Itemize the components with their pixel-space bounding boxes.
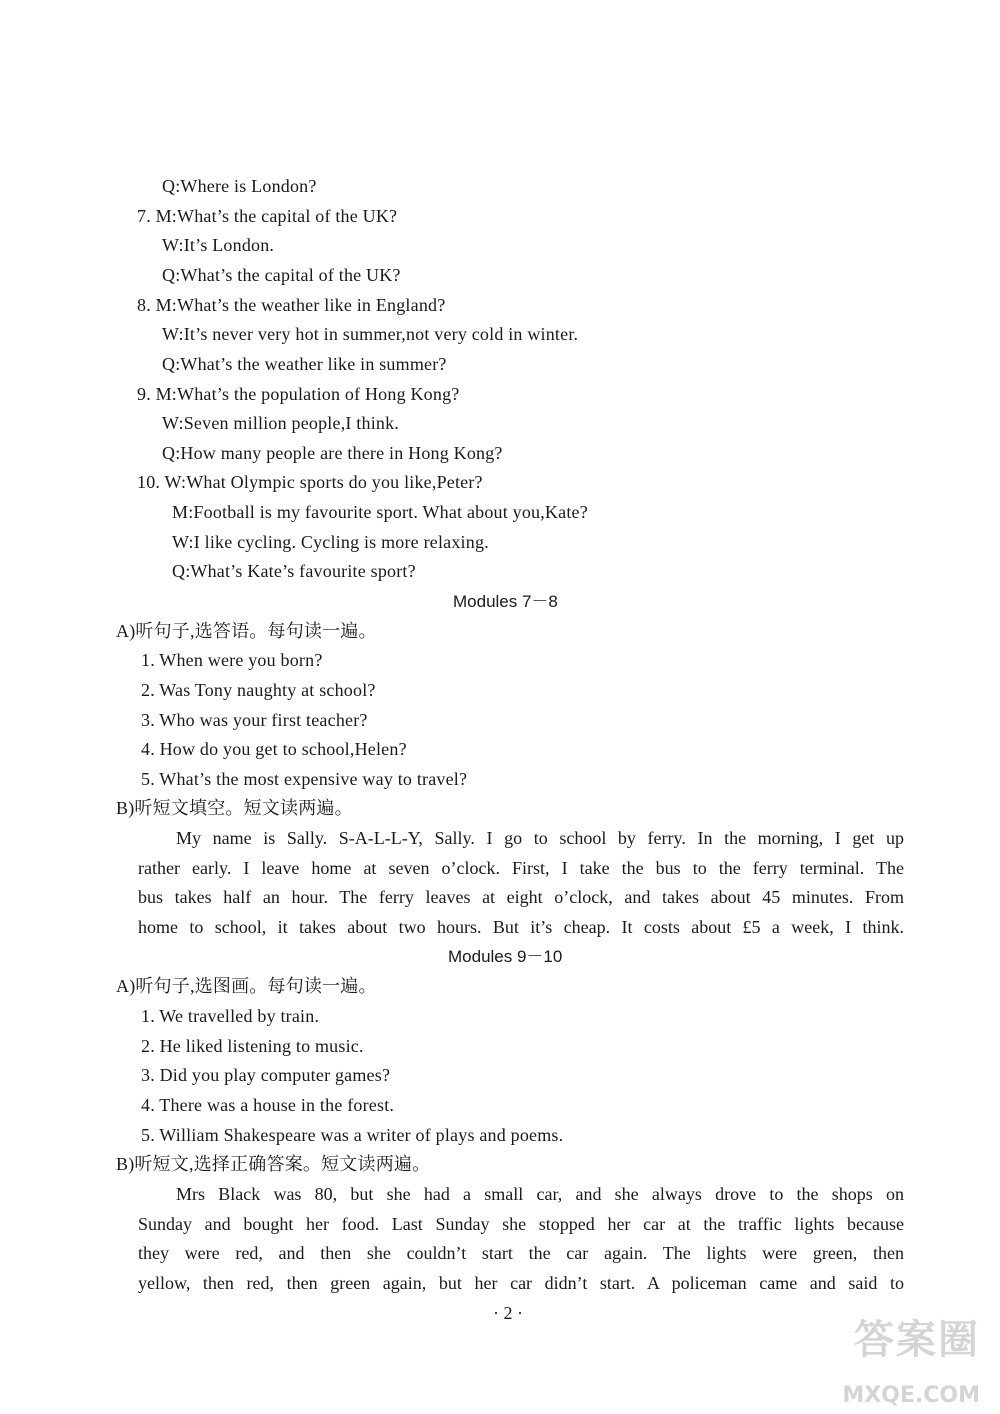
dialog-line: W:I like cycling. Cycling is more relaxing. (172, 532, 489, 552)
list-item: 1. We travelled by train. (141, 1006, 320, 1026)
passage-mrs-black (138, 1180, 904, 1298)
list-item: 4. How do you get to school,Helen? (141, 739, 407, 759)
watermark-logo: 答案圈 (854, 1317, 980, 1363)
passage-line: bus takes half an hour. The ferry leaves at eight o’clock, and takes about 45 minutes. From (138, 887, 904, 908)
list-item: 4. There was a house in the forest. (141, 1095, 395, 1115)
list-item: 5. William Shakespeare was a writer of plays and poems. (141, 1125, 564, 1145)
list-item: 2. He liked listening to music. (141, 1036, 364, 1056)
part-b-title-9-10: B)听短文,选择正确答案。短文读两遍。 (116, 1154, 431, 1174)
dialog-line: 9. M:What’s the population of Hong Kong? (137, 384, 460, 404)
list-item: 3. Did you play computer games? (141, 1065, 391, 1085)
dialog-line: Q:What’s the weather like in summer? (162, 354, 447, 374)
dialog-line: Q:What’s Kate’s favourite sport? (172, 561, 416, 581)
section-heading-9-10: Modules 9－10 (448, 947, 563, 966)
passage-sally (138, 824, 904, 942)
dialog-line: Q:How many people are there in Hong Kong? (162, 443, 503, 463)
dialog-line: 8. M:What’s the weather like in England? (137, 295, 446, 315)
passage-line: they were red, and then she couldn’t start the car again. The lights were green, then (138, 1243, 904, 1264)
list-item: 3. Who was your first teacher? (141, 710, 368, 730)
list-item: 2. Was Tony naughty at school? (141, 680, 376, 700)
passage-line: Mrs Black was 80, but she had a small car, and she always drove to the shops on (176, 1184, 904, 1204)
list-item: 1. When were you born? (141, 650, 323, 670)
page-number: · 2 · (493, 1303, 523, 1323)
part-a-title-7-8: A)听句子,选答语。每句读一遍。 (116, 621, 377, 641)
dialog-line: W:It’s never very hot in summer,not very cold in winter. (162, 324, 579, 344)
watermark (830, 1308, 980, 1408)
dialog-line: 10. W:What Olympic sports do you like,Peter? (137, 472, 483, 492)
section-heading-7-8: Modules 7－8 (453, 592, 558, 611)
passage-line: rather early. I leave home at seven o’clock. First, I take the bus to the ferry terminal. The (138, 857, 904, 878)
dialog-line: Q:Where is London? (162, 176, 317, 196)
part-b-title-7-8: B)听短文填空。短文读两遍。 (116, 798, 353, 818)
passage-line: Sunday and bought her food. Last Sunday she stopped her car at the traffic lights because (138, 1213, 904, 1234)
dialog-line: W:It’s London. (162, 235, 275, 255)
watermark-url: MXQE.COM (842, 1383, 980, 1408)
dialog-line: Q:What’s the capital of the UK? (162, 265, 401, 285)
passage-line: home to school, it takes about two hours. But it’s cheap. It costs about £5 a week, I think. (138, 916, 904, 937)
passage-line: My name is Sally. S-A-L-L-Y, Sally. I go to school by ferry. In the morning, I get up (176, 828, 904, 848)
passage-line: yellow, then red, then green again, but her car didn’t start. A policeman came and said to (138, 1272, 904, 1293)
list-item: 5. What’s the most expensive way to travel? (141, 769, 468, 789)
dialog-line: 7. M:What’s the capital of the UK? (137, 206, 398, 226)
part-a-title-9-10: A)听句子,选图画。每句读一遍。 (116, 976, 377, 996)
dialog-line: W:Seven million people,I think. (162, 413, 399, 433)
dialog-line: M:Football is my favourite sport. What about you,Kate? (172, 502, 588, 522)
